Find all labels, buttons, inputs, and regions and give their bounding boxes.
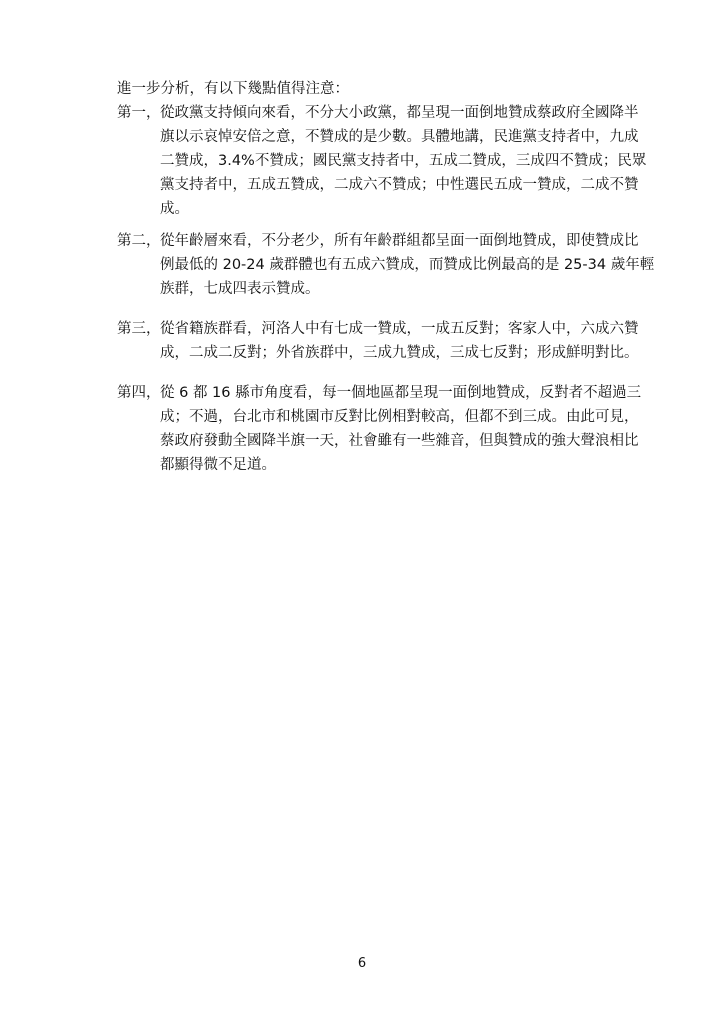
point-1-line-4: 黨支持者中，五成五贊成，二成六不贊成；中性選民五成一贊成，二成不贊 xyxy=(160,177,639,193)
point-1-label: 第一， xyxy=(117,105,161,121)
point-1-line-2: 旗以示哀悼安倍之意，不贊成的是少數。具體地講，民進黨支持者中，九成 xyxy=(160,129,639,145)
point-3-line-2: 成，二成二反對；外省族群中，三成九贊成，三成七反對；形成鮮明對比。 xyxy=(160,345,639,361)
point-3-label: 第三， xyxy=(117,321,161,337)
point-1-line-3: 二贊成，3.4%不贊成；國民黨支持者中，五成二贊成，三成四不贊成；民眾 xyxy=(160,153,647,169)
point-2-line-2: 例最低的 20-24 歲群體也有五成六贊成，而贊成比例最高的是 25-34 歲年輕 xyxy=(160,257,655,273)
point-2-label: 第二， xyxy=(117,233,161,249)
point-4-line-4: 都顯得微不足道。 xyxy=(160,457,276,473)
point-4 xyxy=(117,381,642,477)
page-number: 6 xyxy=(357,956,367,971)
point-1-line-5: 成。 xyxy=(160,201,189,217)
point-3 xyxy=(117,317,639,365)
point-2 xyxy=(117,229,655,301)
intro-text: 進一步分析，有以下幾點值得注意： xyxy=(117,81,349,97)
point-4-label: 第四， xyxy=(117,385,161,401)
point-1-line-1: 從政黨支持傾向來看，不分大小政黨，都呈現一面倒地贊成蔡政府全國降半 xyxy=(160,105,639,121)
point-1 xyxy=(117,101,647,221)
point-4-line-3: 蔡政府發動全國降半旗一天，社會雖有一些雜音，但與贊成的強大聲浪相比 xyxy=(160,433,639,449)
point-4-line-1: 從 6 都 16 縣市角度看，每一個地區都呈現一面倒地贊成，反對者不超過三 xyxy=(160,385,642,401)
point-3-line-1: 從省籍族群看，河洛人中有七成一贊成，一成五反對；客家人中，六成六贊 xyxy=(160,321,639,337)
point-2-line-3: 族群，七成四表示贊成。 xyxy=(160,281,320,297)
point-4-line-2: 成；不過，台北市和桃園市反對比例相對較高，但都不到三成。由此可見， xyxy=(160,409,639,425)
point-2-line-1: 從年齡層來看，不分老少，所有年齡群組都呈面一面倒地贊成，即使贊成比 xyxy=(160,233,639,249)
